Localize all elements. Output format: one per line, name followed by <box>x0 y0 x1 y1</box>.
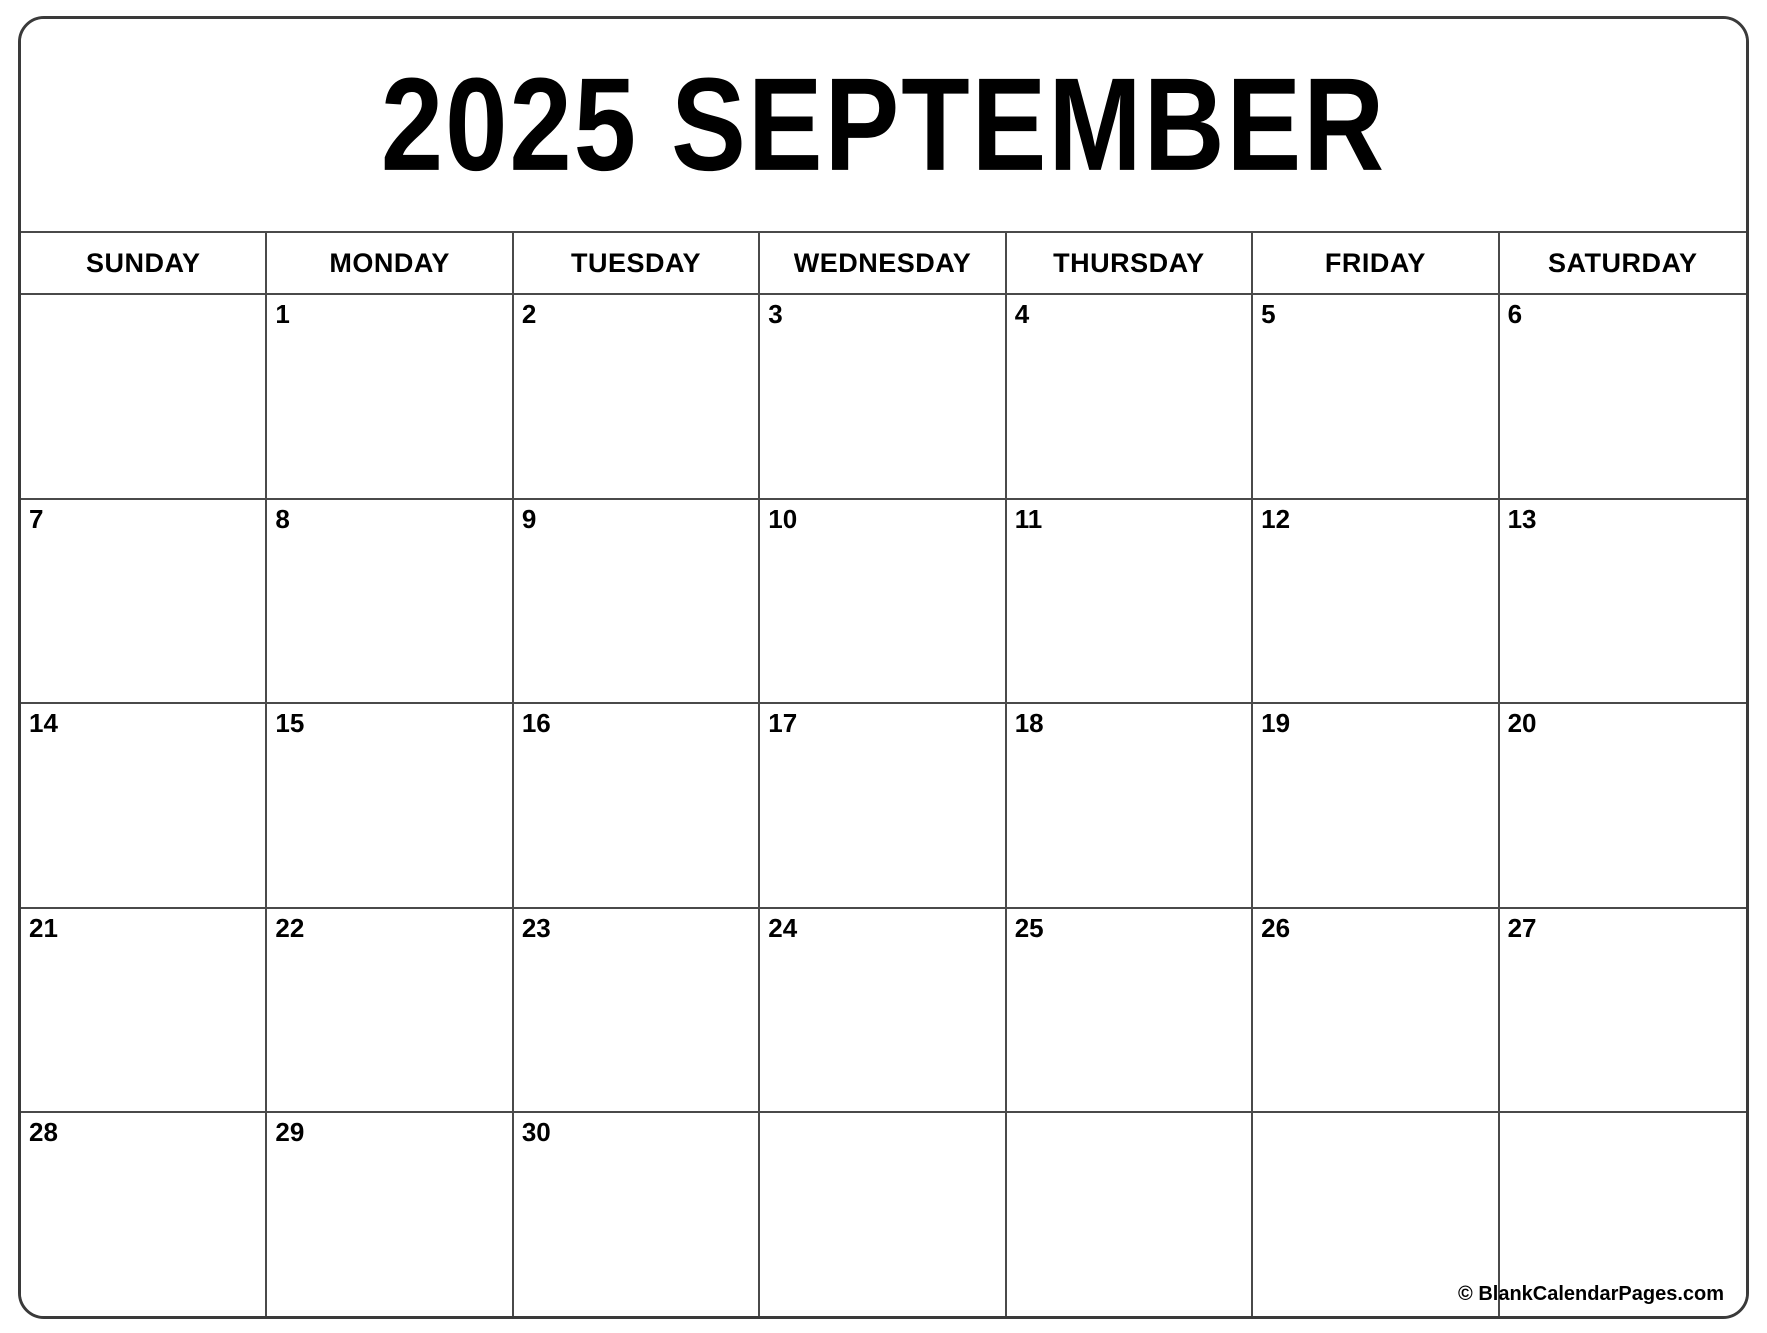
day-number: 13 <box>1507 503 1537 534</box>
day-cell[interactable] <box>1500 295 1746 498</box>
weekday-header-wednesday: WEDNESDAY <box>760 233 1006 293</box>
week-row <box>21 295 1746 500</box>
day-cell[interactable] <box>21 909 267 1112</box>
day-cell[interactable] <box>514 1113 760 1316</box>
day-cell[interactable] <box>760 500 1006 703</box>
day-cell[interactable] <box>267 1113 513 1316</box>
day-number: 18 <box>1014 708 1044 739</box>
calendar-weeks <box>21 295 1746 1316</box>
day-cell[interactable] <box>760 704 1006 907</box>
day-cell[interactable] <box>21 1113 267 1316</box>
day-cell[interactable] <box>1253 704 1499 907</box>
day-number: 5 <box>1261 299 1276 329</box>
day-cell[interactable] <box>21 500 267 703</box>
day-number: 1 <box>275 299 290 329</box>
day-number: 21 <box>29 912 58 943</box>
day-cell[interactable] <box>1500 909 1746 1112</box>
day-cell[interactable] <box>1007 909 1253 1112</box>
day-cell[interactable] <box>1007 500 1253 703</box>
day-cell[interactable] <box>760 1113 1006 1316</box>
day-cell[interactable] <box>1500 704 1746 907</box>
day-number: 29 <box>275 1117 305 1148</box>
day-cell[interactable] <box>514 500 760 703</box>
weekday-header-friday: FRIDAY <box>1253 233 1499 293</box>
day-cell[interactable] <box>267 500 513 703</box>
day-number: 30 <box>521 1117 551 1148</box>
day-cell[interactable] <box>514 704 760 907</box>
day-cell[interactable] <box>267 295 513 498</box>
week-row <box>21 909 1746 1114</box>
day-cell[interactable] <box>1253 500 1499 703</box>
day-number: 26 <box>1261 912 1291 943</box>
day-cell[interactable] <box>21 295 267 498</box>
day-number: 15 <box>275 708 305 739</box>
day-cell[interactable] <box>760 295 1006 498</box>
day-cell[interactable] <box>1007 295 1253 498</box>
calendar-frame <box>18 16 1749 1319</box>
weekday-header-sunday: SUNDAY <box>21 233 267 293</box>
day-number: 19 <box>1261 708 1291 739</box>
page-title: 2025 SEPTEMBER <box>380 50 1387 199</box>
day-number: 23 <box>521 912 551 943</box>
day-number: 11 <box>1014 503 1043 534</box>
day-number: 17 <box>768 708 798 739</box>
weekday-header-thursday: THURSDAY <box>1007 233 1253 293</box>
day-number: 4 <box>1014 299 1030 329</box>
day-cell[interactable] <box>1253 909 1499 1112</box>
day-cell[interactable] <box>1500 500 1746 703</box>
day-cell[interactable] <box>1007 704 1253 907</box>
calendar-title-bar <box>21 19 1746 233</box>
day-cell[interactable] <box>514 295 760 498</box>
day-number: 22 <box>275 912 305 943</box>
day-cell[interactable] <box>1253 295 1499 498</box>
day-number: 20 <box>1507 708 1537 739</box>
day-cell[interactable] <box>21 704 267 907</box>
day-number: 28 <box>29 1117 58 1148</box>
day-number: 12 <box>1261 503 1291 534</box>
day-number: 7 <box>29 503 44 534</box>
day-cell[interactable] <box>267 909 513 1112</box>
day-number: 14 <box>29 708 58 739</box>
day-cell[interactable] <box>267 704 513 907</box>
day-number: 25 <box>1014 912 1044 943</box>
day-number: 8 <box>275 503 290 534</box>
day-cell[interactable] <box>760 909 1006 1112</box>
day-number: 24 <box>768 912 798 943</box>
day-number: 3 <box>768 299 783 329</box>
day-number: 2 <box>521 299 537 329</box>
day-number: 9 <box>521 503 537 534</box>
weekday-header-saturday: SATURDAY <box>1500 233 1746 293</box>
day-cell[interactable] <box>514 909 760 1112</box>
day-number: 6 <box>1507 299 1523 329</box>
weekday-header-monday: MONDAY <box>267 233 513 293</box>
weekday-header-tuesday: TUESDAY <box>514 233 760 293</box>
day-number: 16 <box>521 708 551 739</box>
day-number: 10 <box>768 503 798 534</box>
weekday-header-row <box>21 233 1746 295</box>
site-credit: © BlankCalendarPages.com <box>1458 1283 1724 1305</box>
day-number: 27 <box>1507 912 1537 943</box>
week-row <box>21 704 1746 909</box>
week-row <box>21 500 1746 705</box>
day-cell[interactable] <box>1007 1113 1253 1316</box>
